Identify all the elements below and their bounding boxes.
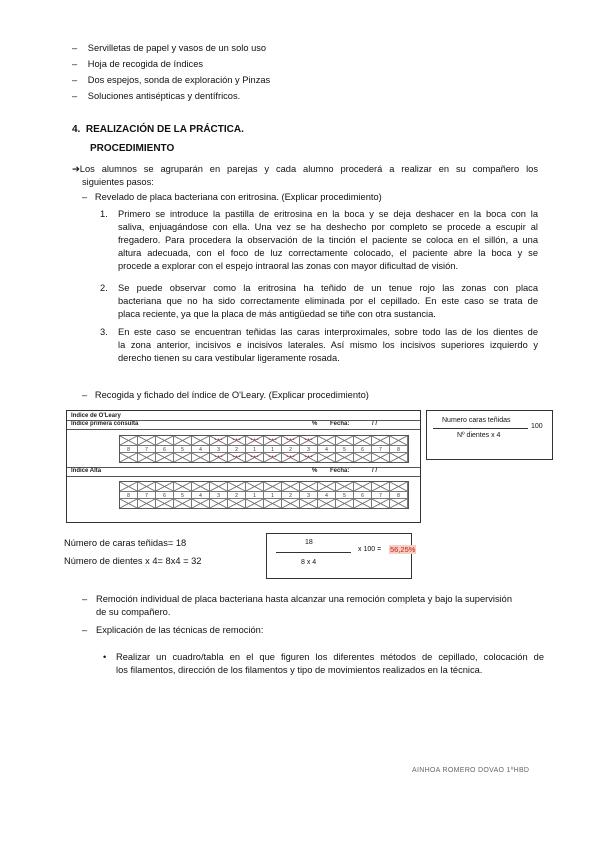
- tooth-surface-cell: • • •: [282, 436, 300, 445]
- tooth-surface-cell: [336, 436, 354, 445]
- list-item: – Hoja de recogida de índices: [72, 59, 204, 69]
- tooth-number: 8: [390, 445, 408, 454]
- count-dientes: Número de dientes x 4= 8x4 = 32: [64, 556, 202, 566]
- tooth-surface-cell: [282, 482, 300, 491]
- list-item: – Servilletas de papel y vasos de un solo uso: [72, 43, 267, 53]
- tooth-surface-cell: [228, 482, 246, 491]
- tooth-surface-cell: [372, 453, 390, 462]
- tooth-surface-cell: [210, 482, 228, 491]
- tooth-number: 7: [138, 491, 156, 500]
- bullet-paragraph: Realizar un cuadro/tabla en el que figuren los diferentes métodos de cepillado, colocación de los filamentos, dirección de los filamentos y tipo de movimientos realizados en la técnica.: [116, 652, 544, 675]
- oleary-date-slashes: / /: [372, 468, 378, 474]
- step-recogida: – Recogida y fichado del índice de O'Leary. (Explicar procedimiento): [82, 390, 369, 400]
- tooth-number: 3: [210, 491, 228, 500]
- bullet-icon: •: [103, 652, 107, 662]
- tooth-number: 6: [156, 445, 174, 454]
- tooth-number: 2: [228, 491, 246, 500]
- tooth-surface-cell: • • •: [300, 436, 318, 445]
- tooth-surface-cell: • • •: [300, 453, 318, 462]
- tooth-surface-cell: [228, 499, 246, 508]
- formula-numerator: 18: [305, 539, 313, 546]
- tooth-surface-cell: [174, 453, 192, 462]
- tooth-surface-cell: [390, 499, 408, 508]
- numbered-paragraph: Primero se introduce la pastilla de eritrosina en la boca y se deja deshacer en la boca con la saliva, enjuagándose con ella. Una vez se ha deshecho por completo se procede a escupir al fregadero. Para procedera la observación de la tinción el paciente se coloca en el sillón, a una altura adecuada, con el foco de luz correctamente colocado, el paciente abre la boca y se procede a explorar con el espejo intraoral las zonas con mayor dificultad de visión.: [118, 209, 538, 271]
- tooth-surface-cell: [156, 482, 174, 491]
- step-remocion: Remoción individual de placa bacteriana hasta alcanzar una remoción completa y bajo la supervisión de su compañero.: [96, 594, 513, 617]
- tooth-surface-cell: [192, 453, 210, 462]
- oleary-fecha: Fecha:: [330, 421, 350, 427]
- tooth-number: 8: [120, 491, 138, 500]
- tooth-surface-cell: [264, 482, 282, 491]
- tooth-number: 3: [210, 445, 228, 454]
- tooth-surface-cell: [336, 453, 354, 462]
- tooth-number: 2: [228, 445, 246, 454]
- formula-denominator: 8 x 4: [301, 559, 317, 566]
- count-caras: Número de caras teñidas= 18: [64, 538, 187, 548]
- tooth-surface-cell: [174, 499, 192, 508]
- tooth-number: 2: [282, 491, 300, 500]
- tooth-number: 6: [156, 491, 174, 500]
- tooth-number: 8: [120, 445, 138, 454]
- tooth-surface-cell: [156, 453, 174, 462]
- oleary-grid-alta: [119, 481, 409, 509]
- tooth-surface-cell: [336, 499, 354, 508]
- tooth-surface-cell: [372, 499, 390, 508]
- tooth-number: 1: [246, 445, 264, 454]
- tooth-surface-cell: • • •: [246, 436, 264, 445]
- oleary-pct: %: [312, 421, 318, 427]
- tooth-surface-cell: [336, 482, 354, 491]
- tooth-surface-cell: [318, 453, 336, 462]
- tooth-surface-cell: [246, 482, 264, 491]
- tooth-number: 5: [336, 445, 354, 454]
- tooth-number: 7: [138, 445, 156, 454]
- oleary-fecha: Fecha:: [330, 468, 350, 474]
- tooth-number: 5: [174, 445, 192, 454]
- formula-result-value: 56,25%: [390, 545, 416, 554]
- formula-box-small: [426, 410, 553, 460]
- tooth-number: 3: [300, 445, 318, 454]
- tooth-surface-cell: [354, 453, 372, 462]
- tooth-number: 1: [246, 491, 264, 500]
- tooth-surface-cell: [174, 482, 192, 491]
- tooth-surface-cell: [138, 499, 156, 508]
- tooth-surface-cell: [192, 436, 210, 445]
- numbered-paragraph: Se puede observar como la eritrosina ha teñido de un tenue rojo las zonas con placa bacteriana que no ha sido correctamente eliminada por el cepillado. En este caso se trata de placa reciente, ya que la placa de más antigüedad se tiñe con otra sustancia.: [118, 283, 538, 319]
- tooth-surface-cell: [156, 499, 174, 508]
- step-revelado: – Revelado de placa bacteriana con eritrosina. (Explicar procedimiento): [82, 192, 382, 202]
- formula-box-result: [266, 533, 412, 579]
- section-subtitle: PROCEDIMIENTO: [90, 143, 175, 154]
- tooth-surface-cell: [390, 482, 408, 491]
- tooth-surface-cell: • • •: [282, 453, 300, 462]
- tooth-number: 5: [174, 491, 192, 500]
- list-item: – Dos espejos, sonda de exploración y Pinzas: [72, 75, 271, 85]
- tooth-surface-cell: [246, 499, 264, 508]
- oleary-row-label: Indice Alta: [71, 468, 102, 474]
- tooth-surface-cell: [354, 482, 372, 491]
- tooth-surface-cell: [390, 436, 408, 445]
- dash-icon: –: [82, 625, 88, 635]
- tooth-number: 6: [354, 445, 372, 454]
- oleary-date-slashes: / /: [372, 421, 378, 427]
- section-heading: 4. REALIZACIÓN DE LA PRÁCTICA.: [72, 124, 244, 135]
- item-number: 2.: [100, 283, 108, 293]
- tooth-surface-cell: [210, 499, 228, 508]
- numbered-paragraph: En este caso se encuentran teñidas las caras interproximales, sobre todo las de los dientes de la zona anterior, incisivos e incisivos laterales. Así mismo los incisivos superiores izquierdo y derecho tienen su cara vestibular ligeramente rosada.: [118, 327, 538, 363]
- list-item: – Soluciones antisépticas y dentífricos.: [72, 91, 241, 101]
- formula-denominator: Nº dientes x 4: [457, 432, 501, 439]
- formula-factor: 100: [531, 423, 543, 430]
- tooth-number: 2: [282, 445, 300, 454]
- tooth-number: 4: [192, 445, 210, 454]
- oleary-title: Indice de O'Leary: [71, 413, 121, 419]
- tooth-surface-cell: [156, 436, 174, 445]
- tooth-surface-cell: [318, 499, 336, 508]
- formula-numerator: Numero caras teñidas: [442, 417, 511, 424]
- tooth-surface-cell: [192, 499, 210, 508]
- dash-icon: –: [82, 594, 88, 604]
- tooth-number: 7: [372, 491, 390, 500]
- tooth-surface-cell: [354, 436, 372, 445]
- tooth-surface-cell: [282, 499, 300, 508]
- tooth-number: 3: [300, 491, 318, 500]
- tooth-number: 6: [354, 491, 372, 500]
- intro-paragraph: ➔Los alumnos se agruparán en parejas y cada alumno procederá a realizar en su compañero los siguientes pasos:: [72, 164, 538, 187]
- tooth-surface-cell: • • •: [210, 436, 228, 445]
- formula-times: x 100 =: [358, 546, 382, 553]
- tooth-surface-cell: • • •: [246, 453, 264, 462]
- step-explicacion: Explicación de las técnicas de remoción:: [96, 625, 264, 635]
- tooth-surface-cell: [120, 453, 138, 462]
- tooth-number: 1: [264, 445, 282, 454]
- tooth-surface-cell: [138, 436, 156, 445]
- tooth-surface-cell: • • •: [228, 453, 246, 462]
- tooth-surface-cell: • • •: [264, 453, 282, 462]
- tooth-surface-cell: [138, 453, 156, 462]
- tooth-surface-cell: • • •: [264, 436, 282, 445]
- tooth-number: 7: [372, 445, 390, 454]
- tooth-surface-cell: [138, 482, 156, 491]
- arrow-icon: ➔: [72, 164, 80, 174]
- tooth-number: 4: [318, 491, 336, 500]
- tooth-number: 5: [336, 491, 354, 500]
- tooth-surface-cell: • • •: [228, 436, 246, 445]
- footer-author: AINHOA ROMERO DOVAO 1ºHBD: [412, 767, 530, 774]
- tooth-surface-cell: [174, 436, 192, 445]
- tooth-number: 8: [390, 491, 408, 500]
- oleary-grid-primera: [119, 435, 409, 463]
- tooth-number: 1: [264, 491, 282, 500]
- oleary-row-label: Indice primera consulta: [71, 421, 139, 427]
- tooth-surface-cell: • • •: [210, 453, 228, 462]
- item-number: 3.: [100, 327, 108, 337]
- tooth-surface-cell: [390, 453, 408, 462]
- tooth-surface-cell: [120, 482, 138, 491]
- tooth-surface-cell: [300, 482, 318, 491]
- tooth-surface-cell: [264, 499, 282, 508]
- tooth-surface-cell: [372, 482, 390, 491]
- oleary-pct: %: [312, 468, 318, 474]
- tooth-surface-cell: [120, 499, 138, 508]
- item-number: 1.: [100, 209, 108, 219]
- tooth-surface-cell: [318, 482, 336, 491]
- oleary-chart: [66, 410, 421, 523]
- tooth-number: 4: [192, 491, 210, 500]
- tooth-surface-cell: [354, 499, 372, 508]
- tooth-surface-cell: [300, 499, 318, 508]
- tooth-surface-cell: [318, 436, 336, 445]
- tooth-surface-cell: [372, 436, 390, 445]
- tooth-surface-cell: [120, 436, 138, 445]
- tooth-surface-cell: [192, 482, 210, 491]
- tooth-number: 4: [318, 445, 336, 454]
